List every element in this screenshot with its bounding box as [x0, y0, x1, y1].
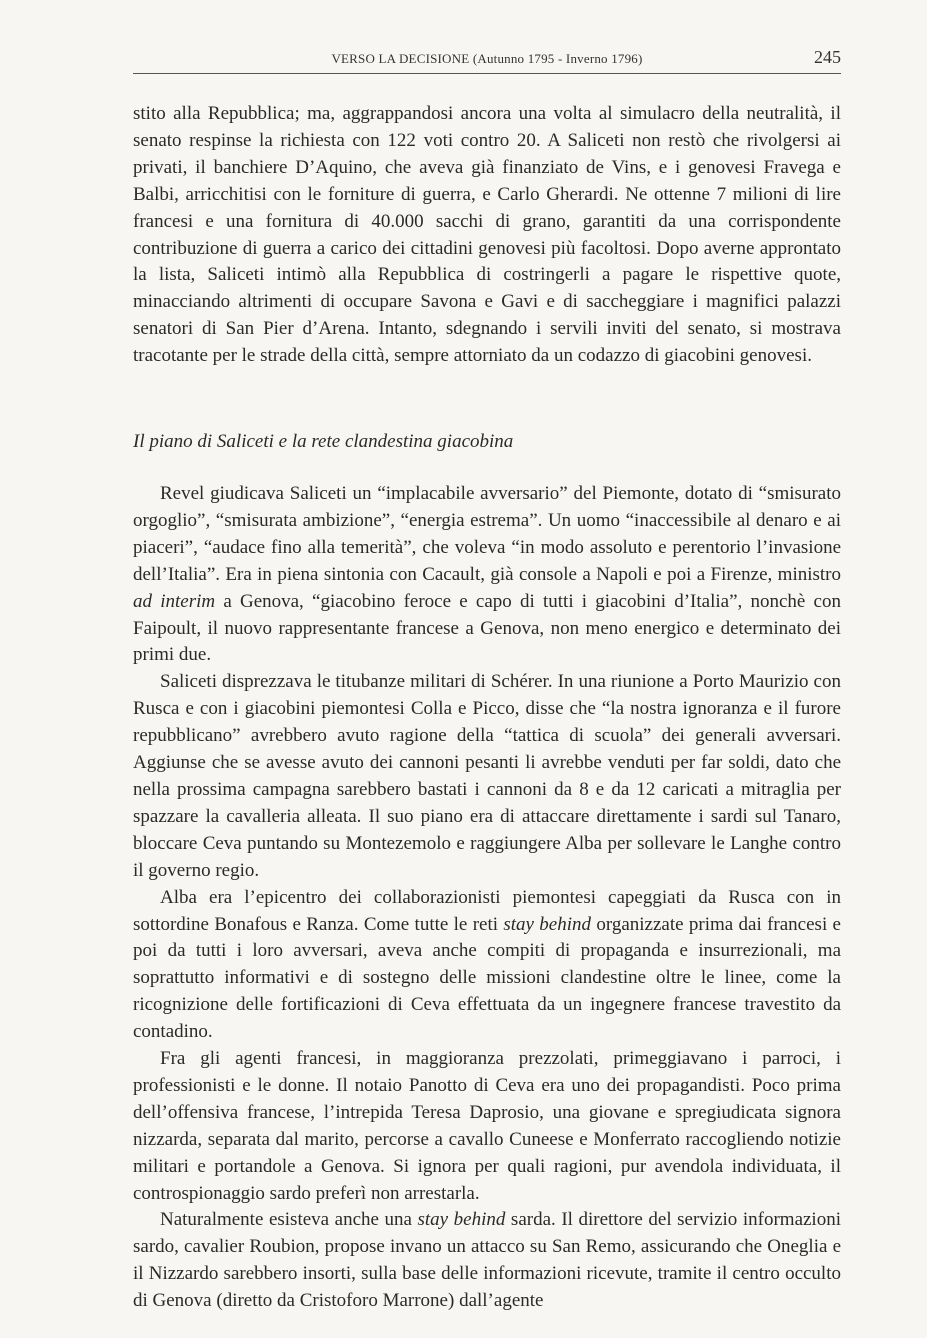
text-run: stito alla Repubblica; ma, aggrappandosi ancora una volta al simulacro della neutralità, il senato respinse la richiesta con 122 voti contro 20. A Saliceti non restò che rivolgersi ai privati, il banchiere D’Aquino, che aveva già finanziato de Vins, e i genovesi Fravega e Balbi, arricchitisi con le forniture di guerra, e Carlo Gherardi. Ne ottenne 7 milioni di lire francesi e una fornitura di 40.000 sacchi di grano, garantiti da una corrispondente contribuzione di guerra a carico dei cittadini genovesi più facoltosi. Dopo averne approntato la lista, Saliceti intimò alla Repubblica di costringerli a pagare le rispettive quote, minacciando altrimenti di occupare Savona e Gavi e di saccheggiare i magnifici palazzi senatori di San Pier d’Arena. Intanto, sdegnando i servili inviti del senato, si mostrava tracotante per le strade della città, sempre attorniato da un codazzo di giacobini genovesi.	[133, 103, 841, 367]
text-run: sarda. Il direttore del servizio informazioni sardo, cavalier Roubion, propose invano un attacco su San Remo, assicurando che Oneglia e il Nizzardo sarebbero insorti, sulla base delle informazioni ricevute, tramite il centro occulto di Genova (diretto da Cristoforo Marrone) dall’agente	[133, 1209, 841, 1312]
text-run: Naturalmente esisteva anche una	[160, 1209, 418, 1231]
running-title: VERSO LA DECISIONE (Autunno 1795 - Inverno 1796)	[331, 51, 643, 66]
continued-text-block	[133, 101, 841, 370]
paragraph	[133, 1046, 841, 1207]
text-run: Revel giudicava Saliceti un “implacabile avversario” del Piemonte, dotato di “smisurato orgoglio”, “smisurata ambizione”, “energia estrema”. Un uomo “inaccessibile al denaro e ai piaceri”, “audace fino alla temerità”, che voleva “in modo assoluto e perentorio l’invasione dell’Italia”. Era in piena sintonia con Cacault, già console a Napoli e poi a Firenze, ministro	[133, 483, 841, 585]
paragraph	[133, 1207, 841, 1315]
text-run: Alba era l’epicentro dei collaborazionisti piemontesi capeggiati da Rusca con in sottordine Bonafous e Ranza. Come tutte le reti	[133, 886, 841, 935]
paragraph-continued	[133, 101, 841, 370]
italic-term: ad interim	[133, 590, 216, 612]
section-heading: Il piano di Saliceti e la rete clandestina giacobina	[133, 431, 514, 452]
page-number: 245	[814, 47, 841, 67]
section-body	[133, 481, 841, 1315]
running-header	[133, 49, 841, 74]
paragraph	[133, 885, 841, 1046]
italic-term: stay behind	[417, 1209, 506, 1231]
text-run: Fra gli agenti francesi, in maggioranza prezzolati, primeggiavano i parroci, i professionisti e le donne. Il notaio Panotto di Ceva era uno dei propagandisti. Poco prima dell’offensiva francese, l’intrepida Teresa Daprosio, una giovane e spregiudicata signora nizzarda, separata dal marito, percorse a cavallo Cuneese e Monferrato raccogliendo notizie militari e portandole a Genova. Si ignora per quali ragioni, pur avendola individuata, il controspionaggio sardo preferì non arrestarla.	[133, 1048, 841, 1204]
paragraph	[133, 481, 841, 669]
text-run: Saliceti disprezzava le titubanze militari di Schérer. In una riunione a Porto Maurizio con Rusca e con i giacobini piemontesi Colla e Picco, disse che “la nostra ignoranza e il furore repubblicano” avrebbero avuto ragione della “tattica di scuola” dei generali avversari. Aggiunse che se avesse avuto dei cannoni pesanti li avrebbe venduti per far soldi, dato che nella prossima campagna sarebbero bastati i cannoni da 8 e da 12 caricati a mitraglia per spazzare la cavalleria alleata. Il suo piano era di attaccare direttamente i sardi sul Tanaro, bloccare Ceva puntando su Montezemolo e raggiungere Alba per sollevare le Langhe contro il governo regio.	[133, 671, 841, 881]
italic-term: stay behind	[503, 913, 592, 935]
text-run: a Genova, “giacobino feroce e capo di tutti i giacobini d’Italia”, nonchè con Faipoult, il nuovo rappresentante francese a Genova, non meno energico e determinato dei primi due.	[133, 590, 841, 666]
text-run: organizzate prima dai francesi e poi da tutti i loro avversari, aveva anche compiti di propaganda e insurrezionali, ma soprattutto informativi e di sostegno delle missioni clandestine oltre le linee, come la ricognizione delle fortificazioni di Ceva effettuata da un ingegnere francese travestito da contadino.	[133, 913, 841, 1043]
paragraph	[133, 669, 841, 884]
